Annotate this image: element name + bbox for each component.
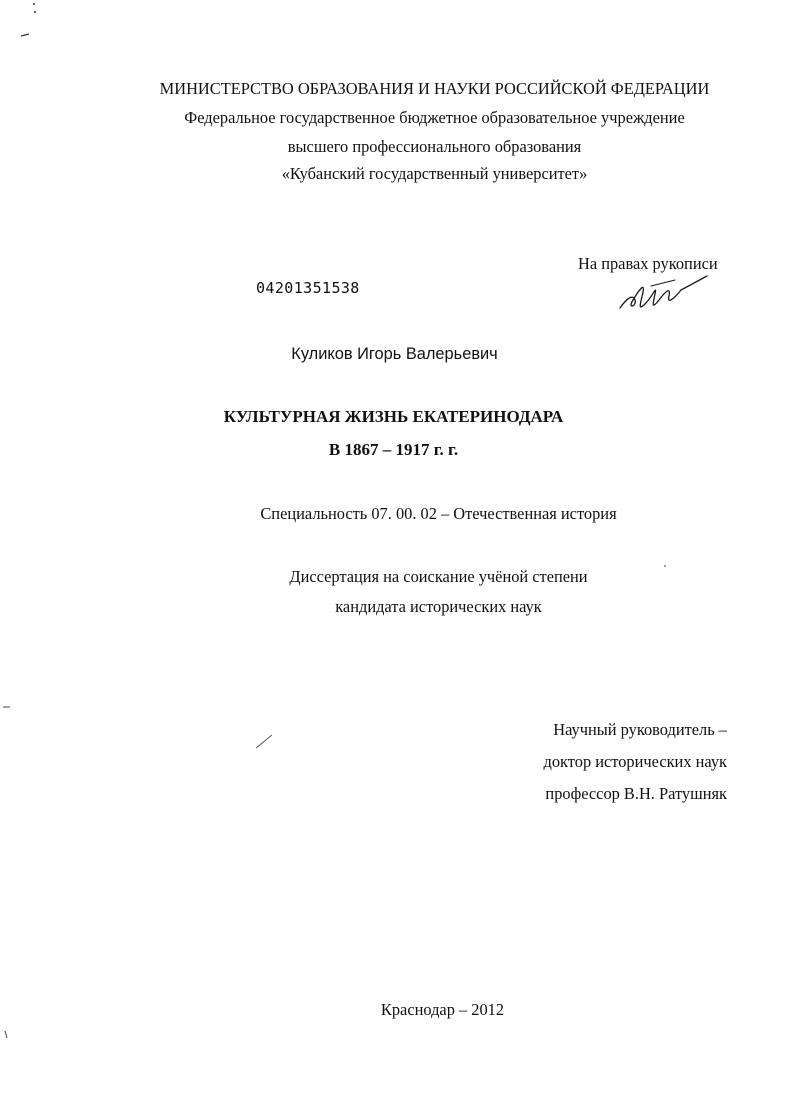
dissertation-degree-line2: кандидата исторических наук (335, 597, 542, 616)
author-name: Куликов Игорь Валерьевич (291, 345, 498, 363)
thesis-title-line2: В 1867 – 1917 г. г. (328, 440, 459, 459)
institution-type: Федеральное государственное бюджетное образовательное учреждение (184, 108, 685, 127)
pencil-mark-icon (254, 732, 276, 750)
handwritten-signature-icon (615, 270, 715, 315)
scan-artifact-icon (662, 563, 668, 569)
thesis-title-line1: КУЛЬТУРНАЯ ЖИЗНЬ ЕКАТЕРИНОДАРА (223, 407, 564, 426)
specialty: Специальность 07. 00. 02 – Отечественная история (260, 504, 617, 523)
education-level: высшего профессионального образования (287, 137, 582, 156)
manuscript-note: На правах рукописи (578, 254, 718, 273)
scan-artifact-icon (15, 0, 45, 40)
supervisor-degree: доктор исторических наук (543, 752, 727, 771)
dissertation-degree-line1: Диссертация на соискание учёной степени (289, 567, 588, 586)
scan-artifact-icon (0, 703, 12, 711)
city-year: Краснодар – 2012 (380, 1000, 505, 1019)
scan-artifact-icon (2, 1030, 10, 1040)
ministry-name: МИНИСТЕРСТВО ОБРАЗОВАНИЯ И НАУКИ РОССИЙСКОЙ ФЕДЕРАЦИИ (159, 79, 710, 98)
university-name: «Кубанский государственный университет» (281, 164, 588, 183)
supervisor-role: Научный руководитель – (553, 720, 727, 739)
supervisor-name: профессор В.Н. Ратушняк (545, 784, 727, 803)
archive-code: 04201351538 (256, 279, 360, 297)
